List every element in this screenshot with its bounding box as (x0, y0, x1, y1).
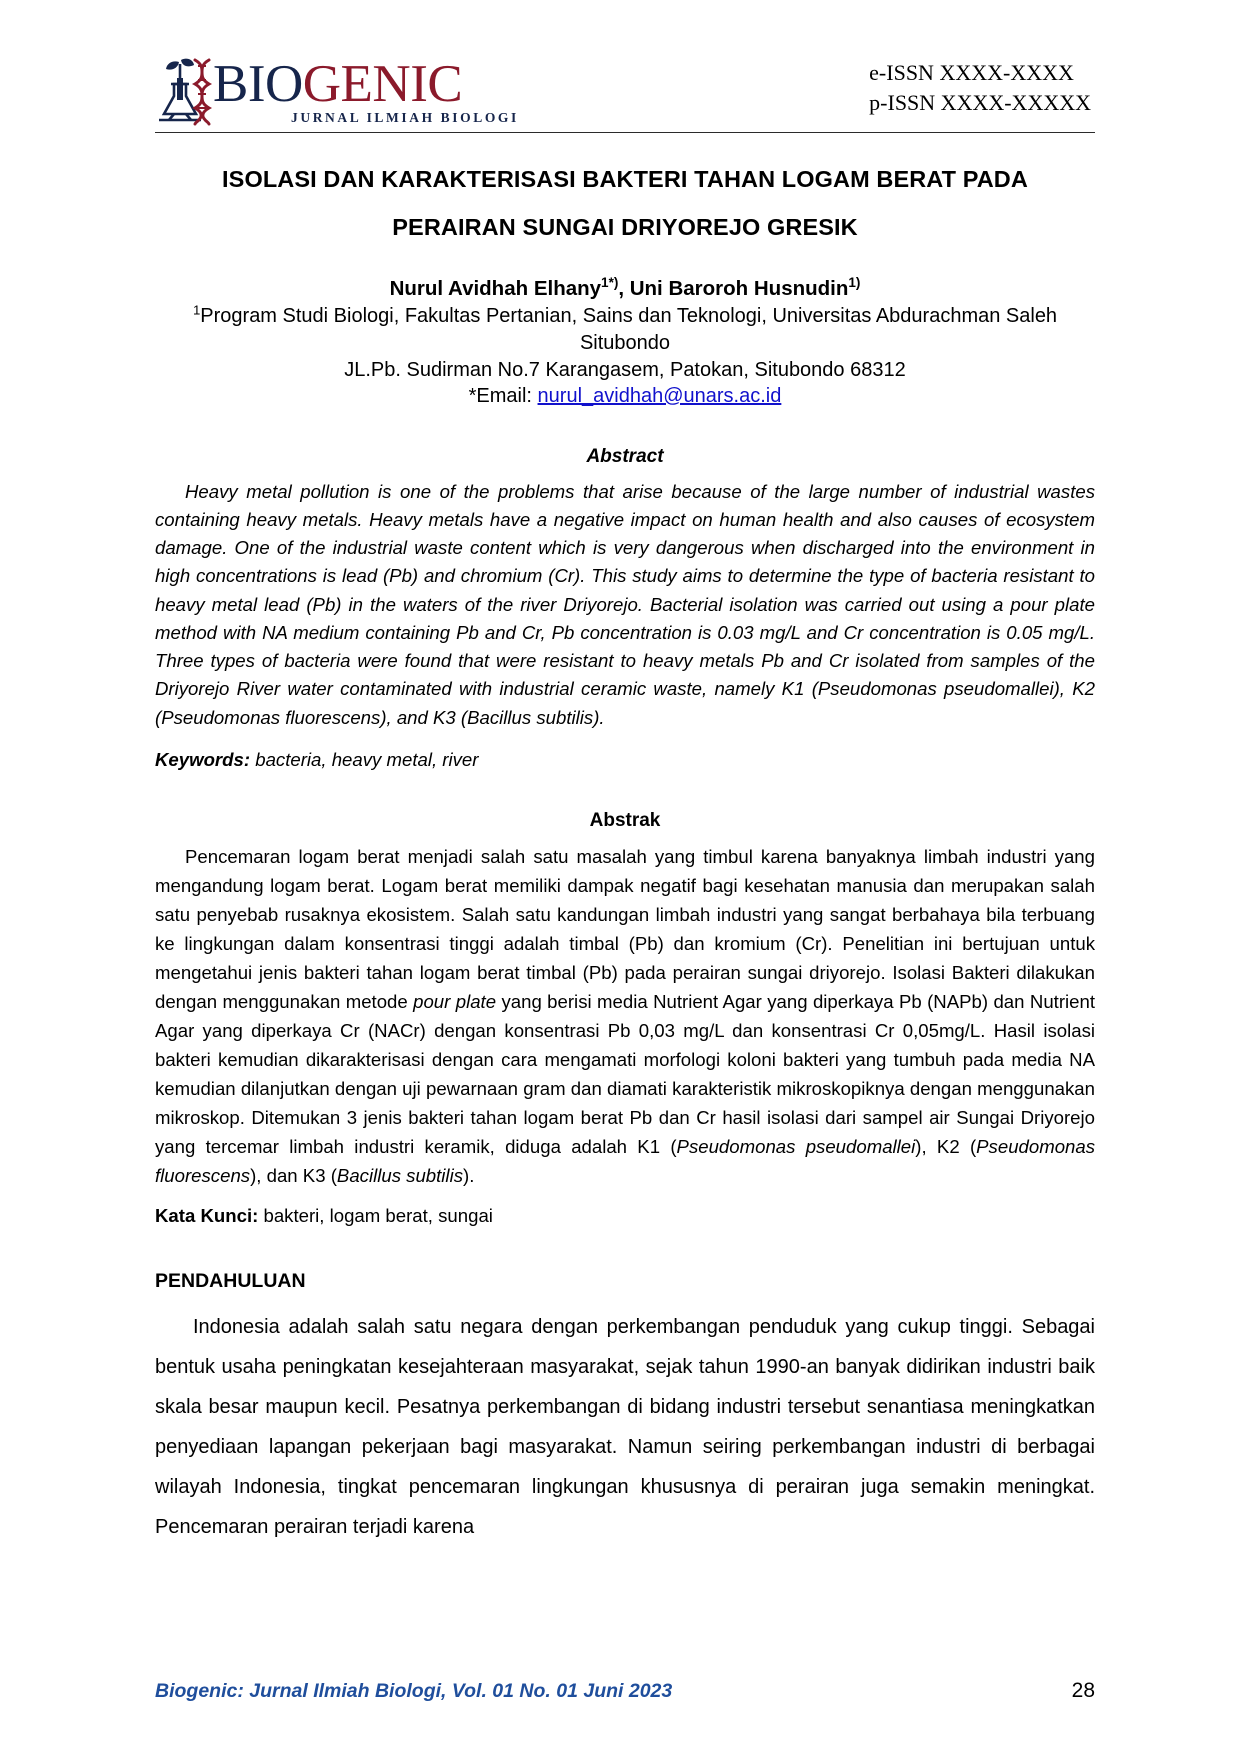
keywords-value-id: bakteri, logam berat, sungai (258, 1204, 493, 1226)
abstract-id-part-4: ), dan K3 ( (250, 1164, 337, 1186)
affiliation-sup: 1 (192, 302, 201, 318)
title-line-1: ISOLASI DAN KARAKTERISASI BAKTERI TAHAN LOGAM BERAT PADA (222, 166, 1028, 192)
keywords-en (155, 746, 1095, 774)
keywords-label-id: Kata Kunci: (155, 1204, 259, 1226)
journal-logo (155, 52, 525, 126)
author-separator: , (618, 277, 630, 301)
abstract-id-part-3: ), K2 ( (915, 1135, 977, 1157)
footer-citation: Biogenic: Jurnal Ilmiah Biologi, Vol. 01 No. 01 Juni 2023 (155, 1680, 673, 1702)
keywords-label-en: Keywords: (155, 748, 251, 770)
abstract-id-italic-2: Pseudomonas pseudomallei (676, 1135, 916, 1157)
journal-name-genic: GENIC (302, 54, 463, 113)
affiliation (155, 303, 1095, 356)
abstract-body-en: Heavy metal pollution is one of the problems that arise because of the large number of industrial wastes containing heavy metals. Heavy metals have a negative impact on human health and also causes of ecosystem damage. One of the industrial waste content which is very dangerous when discharged into the environment in high concentrations is lead (Pb) and chromium (Cr). This study aims to determine the type of bacteria resistant to heavy metal lead (Pb) in the waters of the river Driyorejo. Bacterial isolation was carried out using a pour plate method with NA medium containing Pb and Cr, Pb concentration is 0.03 mg/L and Cr concentration is 0.05 mg/L. Three types of bacteria were found that were resistant to heavy metals Pb and Cr isolated from samples of the Driyorejo River water contaminated with industrial ceramic waste, namely K1 (Pseudomonas pseudomallei), K2 (Pseudomonas fluorescens), and K3 (Bacillus subtilis). (155, 480, 1095, 728)
abstract-id-part-2: yang berisi media Nutrient Agar yang diperkaya Pb (NAPb) dan Nutrient Agar yang diperkaya Cr (NACr) dengan konsentrasi Pb 0,03 mg/L dan konsentrasi Cr 0,05mg/L. Hasil isolasi bakteri kemudian dikarakterisasi dengan cara mengamati morfologi koloni bakteri yang tumbuh pada media NA kemudian dilanjutkan dengan uji pewarnaan gram dan diamati karakteristik mikroskopiknya dengan menggunakan mikroskop. Ditemukan 3 jenis bakteri tahan logam berat Pb dan Cr hasil isolasi dari sampel air Sungai Driyorejo yang tercemar limbah industri keramik, diduga adalah K1 ( (155, 990, 1095, 1157)
keywords-value-en: bacteria, heavy metal, river (250, 748, 479, 770)
abstract-id-italic-1: pour plate (413, 990, 497, 1012)
page-title (155, 155, 1095, 251)
abstract-id-part-1: Pencemaran logam berat menjadi salah satu masalah yang timbul karena banyaknya limbah industri yang mengandung logam berat. Logam berat memiliki dampak negatif bagi kesehatan manusia dan merupakan salah satu penyebab rusaknya ekosistem. Salah satu kandungan limbah industri yang sangat berbahaya bila terbuang ke lingkungan dalam konsentrasi tinggi adalah timbal (Pb) dan kromium (Cr). Penelitian ini bertujuan untuk mengetahui jenis bakteri tahan logam berat timbal (Pb) pada perairan sungai driyorejo. Isolasi Bakteri dilakukan dengan menggunakan metode (155, 845, 1095, 1012)
introduction-paragraph: Indonesia adalah salah satu negara dengan perkembangan penduduk yang cukup tinggi. Sebagai bentuk usaha peningkatan kesejahteraan masyarakat, sejak tahun 1990-an banyak didirikan industri baik skala besar maupun kecil. Pesatnya perkembangan di bidang industri tersebut senantiasa meningkatkan penyediaan lapangan pekerjaan bagi masyarakat. Namun seiring perkembangan industri di berbagai wilayah Indonesia, tingkat pencemaran lingkungan khususnya di perairan juga semakin meningkat. Pencemaran perairan terjadi karena (155, 1315, 1095, 1538)
author-sup-1: 1*) (601, 275, 619, 291)
masthead (155, 0, 1095, 132)
email-link[interactable]: nurul_avidhah@unars.ac.id (537, 385, 782, 408)
issn-block (869, 58, 1095, 121)
journal-name-bio: BIO (213, 54, 303, 113)
abstract-heading-id: Abstrak (589, 809, 661, 831)
journal-name (213, 54, 463, 113)
journal-wordmark (213, 54, 519, 126)
keywords-id (155, 1202, 1095, 1230)
corresponding-email-line (155, 383, 1095, 410)
footer-page-number: 28 (1071, 1679, 1095, 1702)
abstract-body-id (155, 842, 1095, 1190)
title-line-2: PERAIRAN SUNGAI DRIYOREJO GRESIK (392, 214, 858, 241)
abstract-id-italic-4: Bacillus subtilis (336, 1164, 463, 1186)
email-label: *Email: (468, 385, 538, 408)
author-name-2: Uni Baroroh Husnudin (629, 277, 849, 301)
affiliation-text: Program Studi Biologi, Fakultas Pertanian, Sains dan Teknologi, Universitas Abdurachman Saleh Situbondo (200, 305, 1058, 354)
author-sup-2: 1) (848, 275, 861, 291)
abstract-heading-en: Abstract (586, 445, 664, 467)
page-content (155, 0, 1095, 1547)
eissn: e-ISSN XXXX-XXXX (869, 59, 1074, 85)
masthead-divider (155, 132, 1095, 133)
author-list (155, 277, 1095, 301)
page-footer (155, 1679, 1095, 1703)
flask-dna-leaf-logo-icon (155, 54, 217, 128)
abstract-id-part-5: ). (463, 1164, 475, 1186)
postal-address: JL.Pb. Sudirman No.7 Karangasem, Patokan, Situbondo 68312 (344, 358, 906, 381)
abstract-id-italic-3: Pseudomonas fluorescens (155, 1135, 1096, 1186)
section-heading-introduction: PENDAHULUAN (155, 1269, 306, 1292)
author-name-1: Nurul Avidhah Elhany (389, 277, 602, 301)
journal-subtitle: JURNAL ILMIAH BIOLOGI (291, 110, 519, 125)
pissn: p-ISSN XXXX-XXXXX (869, 90, 1091, 115)
